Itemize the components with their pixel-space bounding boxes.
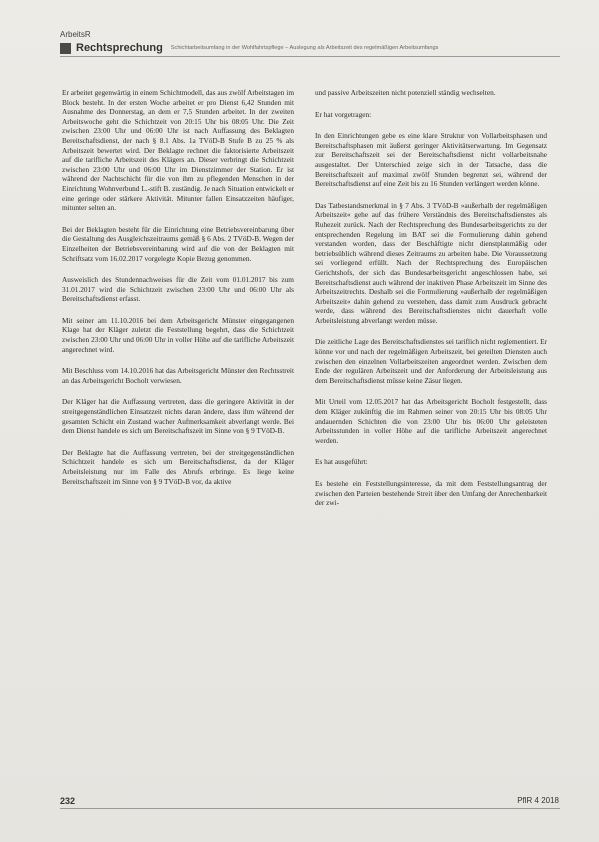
paragraph: Er arbeitet gegenwärtig in einem Schichtmodell, das aus zwölf Arbeitstagen im Block besteht. In der ersten Woche arbeitet er pro Dienst 6,42 Stunden mit Ausnahme des Donnerstag, an dem er 7,5 Stunden arbeitet. In der zweiten Arbeitswoche geht die Schichtzeit von 20:15 Uhr bis 08:05 Uhr. Die Zeit zwischen 23:00 Uhr und 06:00 Uhr ist nach Auffassung des Beklagten Bereitschaftsdienst, der nach § 8.1 Abs. 1a TVöD-B Stufe B zu 25 % als Arbeitszeit bewertet wird. Der Beklagte rechnet die faktorisierte Arbeitszeit auf die tarifliche Arbeitszeit des Klägers an. Dieser verbringt die Schichtzeit zwischen 23:00 Uhr und 06:00 Uhr im Dienstzimmer der Station. Er ist während der Nachtschicht für die von ihm zu pflegenden Menschen in der Einrichtung Wohnverbund L.-stift B. zuständig. Je nach Situation entwickelt er eine geringe oder stärkere Aktivität. Mitunter fallen Einsatzzeiten häufiger, mitunter selten an.	[62, 88, 294, 213]
paragraph: Die zeitliche Lage des Bereitschaftsdienstes sei tariflich nicht reglementiert. Er könne vor und nach der regelmäßigen Arbeitszeit, bei geteilten Diensten auch zwischen den einzelnen Vollarbeitszeiten angeordnet werden. Zwischen dem Ende der regulären Arbeitszeit und der Anforderung der Arbeitsleistung aus dem Bereitschaftsdienst müsse keine Zäsur liegen.	[315, 337, 547, 385]
paragraph: Bei der Beklagten besteht für die Einrichtung eine Betriebsvereinbarung über die Gestaltung des Ausgleichszeitraums gemäß § 6 Abs. 2 TVöD-B. Wegen der Einzelheiten der Betriebsvereinbarung wird auf die von der Beklagten mit Schriftsatz vom 16.02.2017 vorgelegte Kopie Bezug genommen.	[62, 224, 294, 263]
right-column	[315, 88, 547, 520]
paragraph: In den Einrichtungen gebe es eine klare Struktur von Vollarbeitsphasen und Bereitschaftsphasen mit äußerst geringer Aktivitätserwartung. Im Gegensatz zur Bereitschaftszeit sei der Bereitschaftsdienst nicht vollarbeitsnahe ausgestaltet. Der Unterschied zeige sich in der Tatsache, dass die Bereitschaftszeit auf maximal zwölf Stunden begrenzt sei, während der Bereitschaftsdienst auf eine Zeit bis zu 16 Stunden verlängert werden könne.	[315, 131, 547, 189]
paragraph: Der Beklagte hat die Auffassung vertreten, bei der streitgegenständlichen Schichtzeit handele es sich um Bereitschaftsdienst, da der Kläger Arbeitsleistung nur im Falle des Abrufs erbringe. Es liege keine Bereitschaftszeit im Sinne von § 9 TVöD-B vor, da aktive	[62, 447, 294, 486]
paragraph: Es bestehe ein Feststellungsinteresse, da mit dem Feststellungsantrag der zwischen den Parteien bestehende Streit über den Umfang der Anrechenbarkeit der zwi-	[315, 479, 547, 508]
header-subtitle: Schichtarbeitsumfang in der Wohlfahrtspflege – Auslegung als Arbeitszeit des regelmäßigen Arbeitsumfangs	[170, 45, 439, 51]
paragraph: Ausweislich des Stundennachweises für die Zeit vom 01.01.2017 bis zum 31.01.2017 wird die Schichtzeit zwischen 23:00 Uhr und 06:00 Uhr als Bereitschaftsdienst erfasst.	[62, 275, 294, 304]
paragraph: Er hat vorgetragen:	[315, 109, 372, 119]
paragraph: Mit seiner am 11.10.2016 bei dem Arbeitsgericht Münster eingegangenen Klage hat der Kläger zuletzt die Feststellung begehrt, dass die Schichtzeit zwischen 23:00 Uhr und 06:00 Uhr in voller Höhe auf die tarifliche Arbeitszeit angerechnet wird.	[62, 315, 294, 354]
page-number: 232	[60, 796, 76, 806]
left-column	[62, 88, 294, 498]
section-label: ArbeitsR	[60, 30, 91, 39]
paragraph: Mit Urteil vom 12.05.2017 hat das Arbeitsgericht Bocholt festgestellt, dass dem Kläger zukünftig die im Rahmen seiner von 20:15 Uhr bis 08:05 Uhr andauernden Schichten die von 23:00 Uhr bis 06:00 Uhr geleisteten Arbeitsstunden in voller Höhe auf die tarifliche Arbeitszeit angerechnet werden.	[315, 397, 547, 445]
paragraph: Es hat ausgeführt:	[315, 457, 368, 467]
header-square-icon	[60, 43, 71, 54]
page-header	[60, 40, 560, 57]
header-title: Rechtsprechung	[76, 42, 163, 54]
footer-rule	[60, 808, 560, 809]
paragraph: und passive Arbeitszeiten nicht potenziell ständig wechselten.	[315, 88, 496, 97]
paragraph: Mit Beschluss vom 14.10.2016 hat das Arbeitsgericht Münster den Rechtsstreit an das Arbeitsgericht Bocholt verwiesen.	[62, 366, 294, 385]
journal-issue: PflR 4 2018	[517, 796, 559, 805]
paragraph: Das Tatbestandsmerkmal in § 7 Abs. 3 TVöD-B »außerhalb der regelmäßigen Arbeitszeit« gehe auf das frühere Verständnis des Bereitschaftsdienstes als Ruhezeit zurück. Nach der Rechtsprechung des Bundesarbeitsgerichts zu der entsprechenden Regelung im BAT sei die Formulierung dahin gehend verstanden worden, dass der Beschäftigte nicht dienstplanmäßig oder betriebsüblich während dieses Zeitraums zu arbeiten habe. Die Voraussetzung sei vorliegend erfüllt. Nach der Rechtsprechung des Europäischen Gerichtshofs, der sich das Bundesarbeitsgericht angeschlossen habe, sei Bereitschaftsdienst auch während der inaktiven Phase Arbeitszeit im Sinne des Arbeitszeitrechts. Deshalb sei die Formulierung »außerhalb der regelmäßigen Arbeitszeit« dahin gehend zu verstehen, dass damit zum Ausdruck gebracht werde, dass während des Bereitschaftsdienstes nicht dauerhaft volle Arbeitsleistung abverlangt werden müsse.	[315, 200, 547, 325]
paragraph: Der Kläger hat die Auffassung vertreten, dass die geringere Aktivität in der streitgegenständlichen Einsatzzeit nichts daran ändere, dass ihm während der gesamten Schicht ein Zustand wacher Aufmerksamkeit abverlangt werde. Bei dem Dienst handele es sich um Bereitschaftszeit im Sinne von § 9 TVöD-B.	[62, 397, 294, 436]
